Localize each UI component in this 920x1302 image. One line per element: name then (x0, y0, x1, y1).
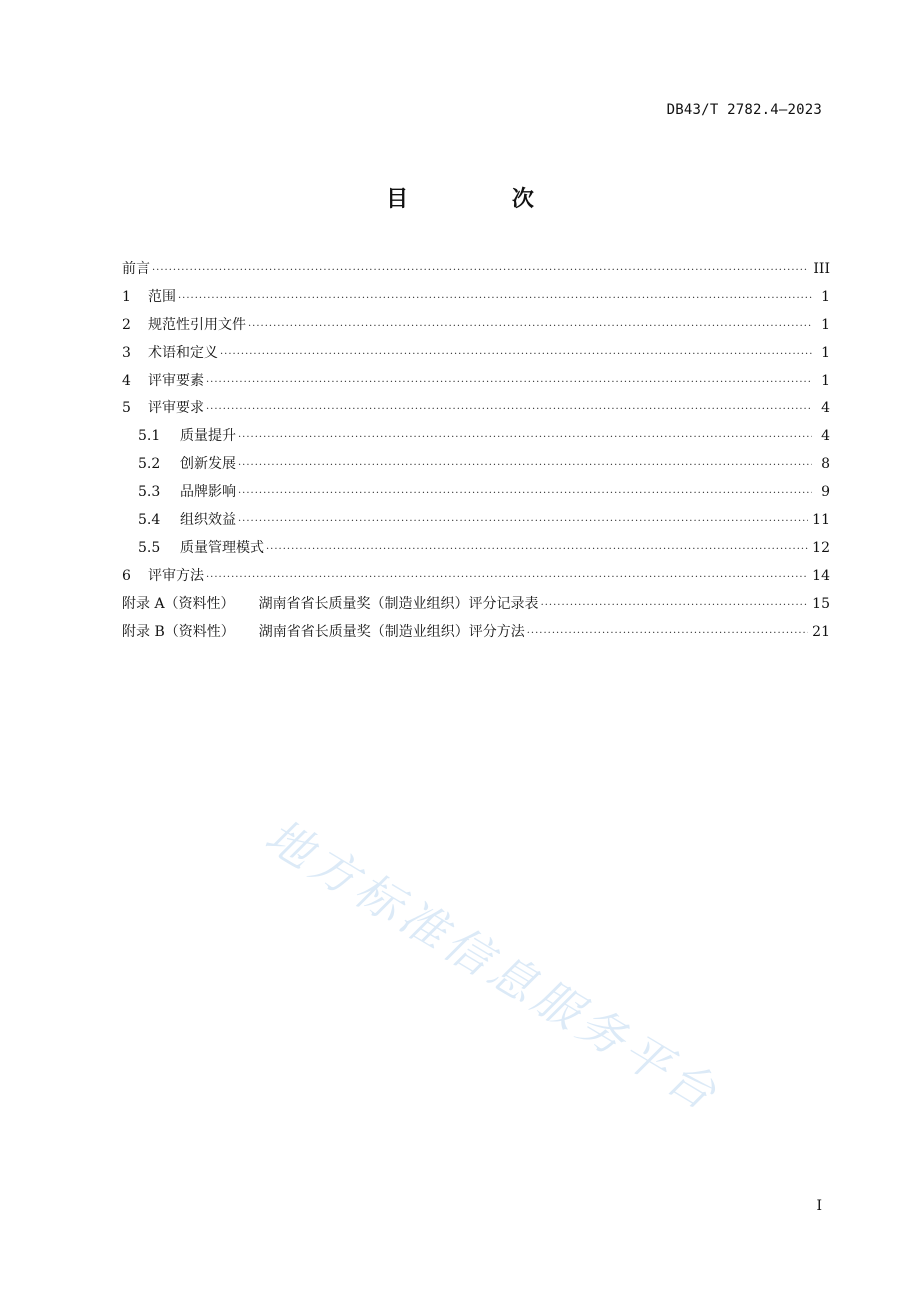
toc-entry-number: 3 (122, 344, 131, 361)
toc-list (122, 258, 830, 648)
toc-leader-dots (238, 460, 812, 471)
toc-entry-5-3[interactable] (122, 481, 830, 509)
toc-entry-page: 1 (821, 344, 830, 361)
toc-entry-label: 前言 (122, 261, 150, 277)
toc-entry-page: 8 (821, 456, 830, 473)
toc-entry-page: 21 (812, 623, 830, 640)
toc-leader-dots (206, 404, 812, 415)
toc-leader-dots (248, 321, 812, 332)
toc-entry-page: 14 (812, 567, 830, 584)
toc-leader-dots (178, 293, 812, 304)
toc-entry-label: 质量提升 (180, 428, 236, 445)
toc-leader-dots (152, 265, 809, 276)
toc-entry-5-5[interactable] (122, 537, 830, 565)
toc-entry-appendix-a[interactable] (122, 593, 830, 621)
toc-entry-number: 2 (122, 316, 131, 333)
toc-entry-number: 5.3 (138, 484, 161, 501)
toc-leader-dots (527, 628, 808, 639)
page-number: I (816, 1198, 822, 1214)
toc-entry-label: 品牌影响 (180, 484, 236, 501)
toc-leader-dots (266, 544, 808, 555)
toc-entry-label: 规范性引用文件 (148, 316, 246, 333)
toc-leader-dots (238, 432, 812, 443)
toc-entry-1[interactable] (122, 286, 830, 314)
toc-entry-appendix-b[interactable] (122, 621, 830, 649)
toc-entry-5-2[interactable] (122, 453, 830, 481)
toc-entry-number: 6 (122, 567, 131, 584)
toc-entry-5-1[interactable] (122, 425, 830, 453)
toc-entry-4[interactable] (122, 370, 830, 398)
toc-entry-6[interactable] (122, 565, 830, 593)
toc-title: 目 次 (386, 187, 582, 212)
toc-entry-label: 术语和定义 (148, 344, 218, 361)
toc-entry-number: 5.5 (138, 539, 161, 556)
toc-entry-label: 范围 (148, 288, 176, 305)
toc-entry-5[interactable] (122, 397, 830, 425)
toc-leader-dots (541, 600, 809, 611)
toc-entry-2[interactable] (122, 314, 830, 342)
toc-entry-page: 12 (812, 539, 830, 556)
toc-leader-dots (206, 572, 808, 583)
toc-entry-3[interactable] (122, 342, 830, 370)
toc-entry-number: 5.4 (138, 512, 161, 529)
toc-entry-label: 评审方法 (148, 567, 204, 584)
toc-entry-label: 质量管理模式 (180, 539, 264, 556)
toc-entry-5-4[interactable] (122, 509, 830, 537)
toc-entry-page: 15 (812, 595, 830, 612)
toc-entry-page: 4 (821, 400, 830, 417)
toc-entry-page: 4 (821, 428, 830, 445)
toc-leader-dots (206, 377, 812, 388)
toc-entry-number: 5 (122, 400, 131, 417)
toc-leader-dots (238, 488, 812, 499)
toc-entry-label: 评审要求 (148, 400, 204, 417)
watermark-text: 地方标准信息服务平台 (256, 808, 730, 1123)
toc-entry-label: 组织效益 (180, 512, 236, 529)
toc-entry-number: 5.1 (138, 428, 161, 445)
toc-entry-label: 湖南省省长质量奖（制造业组织）评分方法 (258, 623, 525, 640)
toc-entry-number: 附录 B（资料性） (122, 623, 235, 640)
toc-entry-label: 评审要素 (148, 372, 204, 389)
toc-entry-number: 4 (122, 372, 131, 389)
toc-entry-page: III (813, 261, 830, 277)
toc-entry-number: 1 (122, 288, 131, 305)
toc-entry-page: 11 (812, 512, 830, 529)
toc-entry-page: 1 (821, 372, 830, 389)
standard-code: DB43/T 2782.4—2023 (666, 102, 822, 118)
toc-entry-label: 湖南省省长质量奖（制造业组织）评分记录表 (258, 595, 539, 612)
toc-entry-number: 附录 A（资料性） (122, 595, 235, 612)
toc-entry-label: 创新发展 (180, 456, 236, 473)
toc-entry-foreword[interactable] (122, 258, 830, 286)
toc-entry-page: 1 (821, 288, 830, 305)
toc-entry-page: 1 (821, 316, 830, 333)
toc-leader-dots (220, 349, 812, 360)
toc-entry-page: 9 (821, 484, 830, 501)
toc-entry-number: 5.2 (138, 456, 161, 473)
toc-leader-dots (238, 516, 808, 527)
